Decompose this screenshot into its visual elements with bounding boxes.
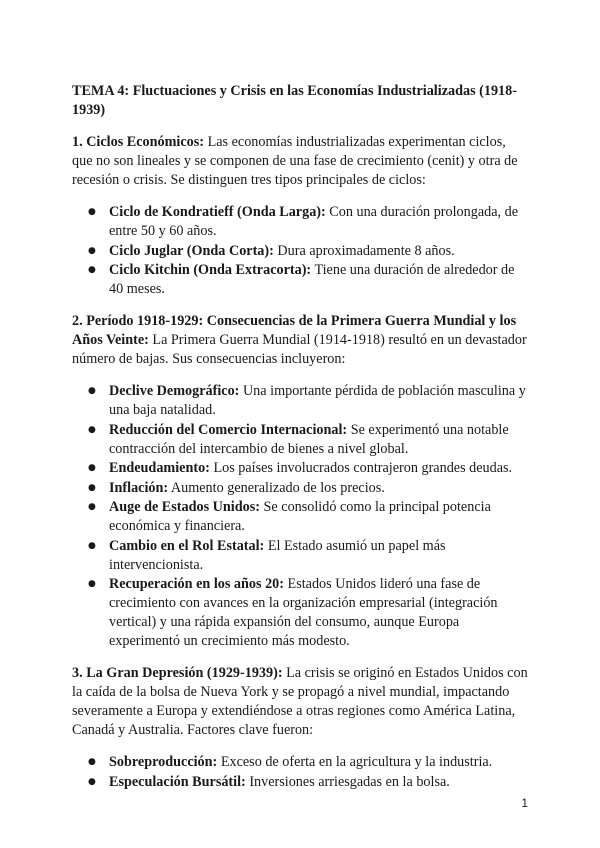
section-1-paragraph <box>72 133 528 190</box>
list-item <box>109 203 528 241</box>
list-item <box>109 479 528 498</box>
list-item-term: Ciclo de Kondratieff (Onda Larga): <box>109 204 326 220</box>
list-item <box>109 537 528 575</box>
list-item-text: Estados Unidos lideró una fase de crecimiento con avances en la organización empresarial (integración vertical) y una rápida expansión del consumo, aunque Europa experimentó un crecimiento más modesto. <box>109 576 498 649</box>
list-item <box>109 753 528 772</box>
list-item-text: Una importante pérdida de población masculina y una baja natalidad. <box>109 383 526 418</box>
list-item-term: Endeudamiento: <box>109 460 210 476</box>
section-3-heading: 3. La Gran Depresión (1929-1939): <box>72 665 283 681</box>
list-item-text: Dura aproximadamente 8 años. <box>273 242 455 259</box>
list-item-text: Los países involucrados contrajeron grandes deudas. <box>209 460 513 476</box>
list-item-term: Sobreproducción: <box>109 754 218 770</box>
list-item <box>109 382 528 420</box>
list-item-term: Inflación: <box>109 479 169 496</box>
list-item <box>109 575 528 651</box>
list-item-text: Inversiones arriesgadas en la bolsa. <box>245 773 450 790</box>
list-item-text: El Estado asumió un papel más intervencionista. <box>109 537 446 573</box>
list-item-text: Aumento generalizado de los precios. <box>168 479 385 496</box>
list-item-text: Con una duración prolongada, de entre 50 y 60 años. <box>109 204 518 239</box>
list-item-term: Reducción del Comercio Internacional: <box>109 421 348 438</box>
section-3-list <box>72 753 528 792</box>
list-item-text: Se experimentó una notable contracción del intercambio de bienes a nivel global. <box>109 421 509 457</box>
list-item <box>109 261 528 299</box>
document-title: TEMA 4: Fluctuaciones y Crisis en las Economías Industrializadas (1918-1939) <box>72 83 517 118</box>
list-item-term: Cambio en el Rol Estatal: <box>109 537 265 554</box>
list-item <box>109 242 528 261</box>
list-item-text: Tiene una duración de alrededor de 40 meses. <box>109 262 515 297</box>
list-item-term: Recuperación en los años 20: <box>109 576 284 592</box>
list-item-text: Exceso de oferta en la agricultura y la industria. <box>217 754 493 770</box>
list-item-term: Auge de Estados Unidos: <box>109 499 260 515</box>
section-2-text: La Primera Guerra Mundial (1914-1918) resultó en un devastador número de bajas. Sus consecuencias incluyeron: <box>72 332 527 367</box>
section-2-list <box>72 382 528 651</box>
list-item <box>109 773 528 792</box>
section-1-text: Las economías industrializadas experimentan ciclos, que no son lineales y se componen de una fase de crecimiento (cenit) y otra de recesión o crisis. Se distinguen tres tipos principales de ciclos: <box>72 134 518 188</box>
list-item <box>109 498 528 536</box>
section-3-text: La crisis se originó en Estados Unidos con la caída de la bolsa de Nueva York y se propagó a nivel mundial, impactando severamente a Europa y extendiéndose a otras regiones como América Latina, Canadá y Australia. Factores clave fueron: <box>72 665 528 738</box>
list-item-term: Especulación Bursátil: <box>109 773 246 790</box>
section-3-paragraph <box>72 664 528 740</box>
list-item-text: Se consolidó como la principal potencia económica y financiera. <box>109 499 491 534</box>
list-item-term: Ciclo Kitchin (Onda Extracorta): <box>109 262 312 278</box>
section-2-paragraph <box>72 312 528 369</box>
document-body <box>72 82 528 805</box>
list-item-term: Declive Demográfico: <box>109 383 240 399</box>
list-item <box>109 459 528 478</box>
section-1-heading: 1. Ciclos Económicos: <box>72 134 205 150</box>
page-number: 1 <box>521 796 528 810</box>
list-item-term: Ciclo Juglar (Onda Corta): <box>109 242 274 259</box>
section-2-heading: 2. Período 1918-1929: Consecuencias de la Primera Guerra Mundial y los Años Veinte: <box>72 313 517 348</box>
section-1-list <box>72 203 528 299</box>
list-item <box>109 421 528 459</box>
